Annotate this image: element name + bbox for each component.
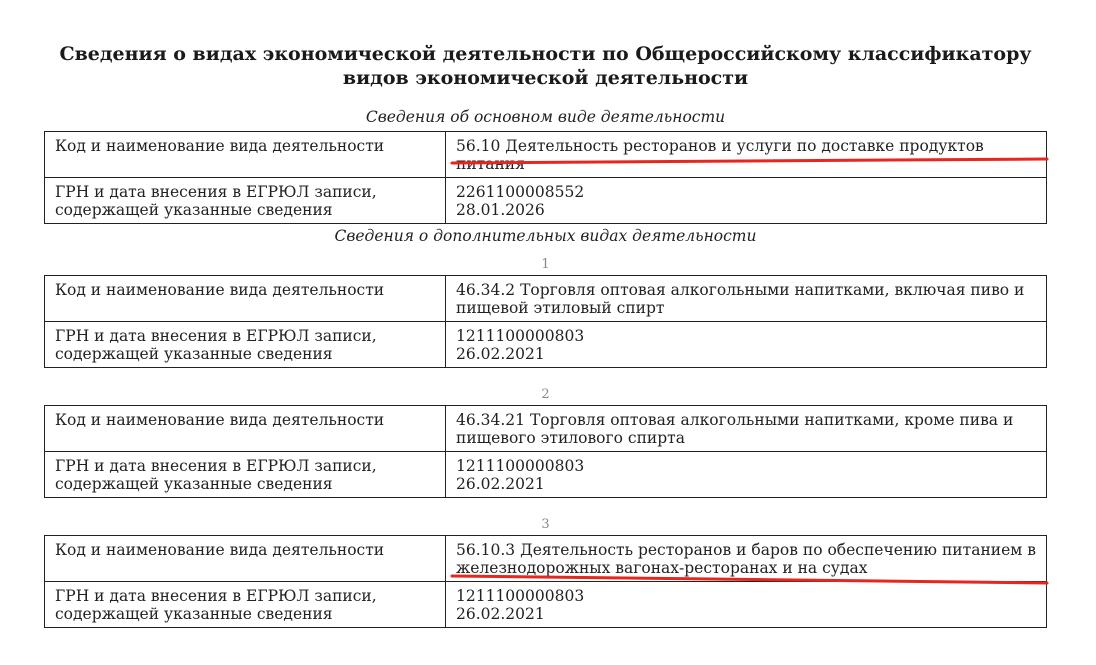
grn-label: ГРН и дата внесения в ЕГРЮЛ записи, содержащей указанные сведения [45, 582, 446, 628]
item-number: 1 [541, 257, 550, 272]
grn-value [446, 178, 1047, 224]
table-row [45, 536, 1047, 582]
activity-label: Код и наименование вида деятельности [45, 536, 446, 582]
activity-value: 46.34.2 Торговля оптовая алкогольными напитками, включая пиво и пищевой этиловый спирт [446, 276, 1047, 322]
activity-value: 56.10 Деятельность ресторанов и услуги по доставке продуктов питания [446, 132, 1047, 178]
main-activity-table [44, 131, 1047, 224]
grn-number: 1211100000803 [456, 457, 585, 475]
grn-date: 26.02.2021 [456, 475, 545, 493]
table-row [45, 406, 1047, 452]
table-row [45, 582, 1047, 628]
grn-label: ГРН и дата внесения в ЕГРЮЛ записи, содержащей указанные сведения [45, 322, 446, 368]
grn-number: 1211100000803 [456, 327, 585, 345]
additional-activities-heading: Сведения о дополнительных видах деятельности [334, 227, 757, 245]
grn-label: ГРН и дата внесения в ЕГРЮЛ записи, содержащей указанные сведения [45, 452, 446, 498]
table-row [45, 322, 1047, 368]
table-row [45, 132, 1047, 178]
grn-number: 2261100008552 [456, 183, 585, 201]
table-row [45, 452, 1047, 498]
document-title: Сведения о видах экономической деятельности по Общероссийскому классификатору видов экономической деятельности [59, 43, 1032, 89]
activity-label: Код и наименование вида деятельности [45, 132, 446, 178]
grn-date: 26.02.2021 [456, 345, 545, 363]
grn-value [446, 322, 1047, 368]
grn-label: ГРН и дата внесения в ЕГРЮЛ записи, содержащей указанные сведения [45, 178, 446, 224]
activity-value: 56.10.3 Деятельность ресторанов и баров по обеспечению питанием в железнодорожных вагонах-ресторанах и на судах [446, 536, 1047, 582]
activity-label: Код и наименование вида деятельности [45, 406, 446, 452]
main-activity-heading: Сведения об основном виде деятельности [365, 108, 726, 126]
grn-date: 26.02.2021 [456, 605, 545, 623]
additional-activity-table [44, 535, 1047, 628]
item-number: 2 [541, 387, 550, 402]
grn-value [446, 582, 1047, 628]
table-row [45, 276, 1047, 322]
additional-activity-table [44, 405, 1047, 498]
table-row [45, 178, 1047, 224]
item-number: 3 [541, 517, 550, 532]
activity-value: 46.34.21 Торговля оптовая алкогольными напитками, кроме пива и пищевого этилового спирта [446, 406, 1047, 452]
grn-date: 28.01.2026 [456, 201, 545, 219]
grn-number: 1211100000803 [456, 587, 585, 605]
activity-label: Код и наименование вида деятельности [45, 276, 446, 322]
additional-activity-table [44, 275, 1047, 368]
grn-value [446, 452, 1047, 498]
